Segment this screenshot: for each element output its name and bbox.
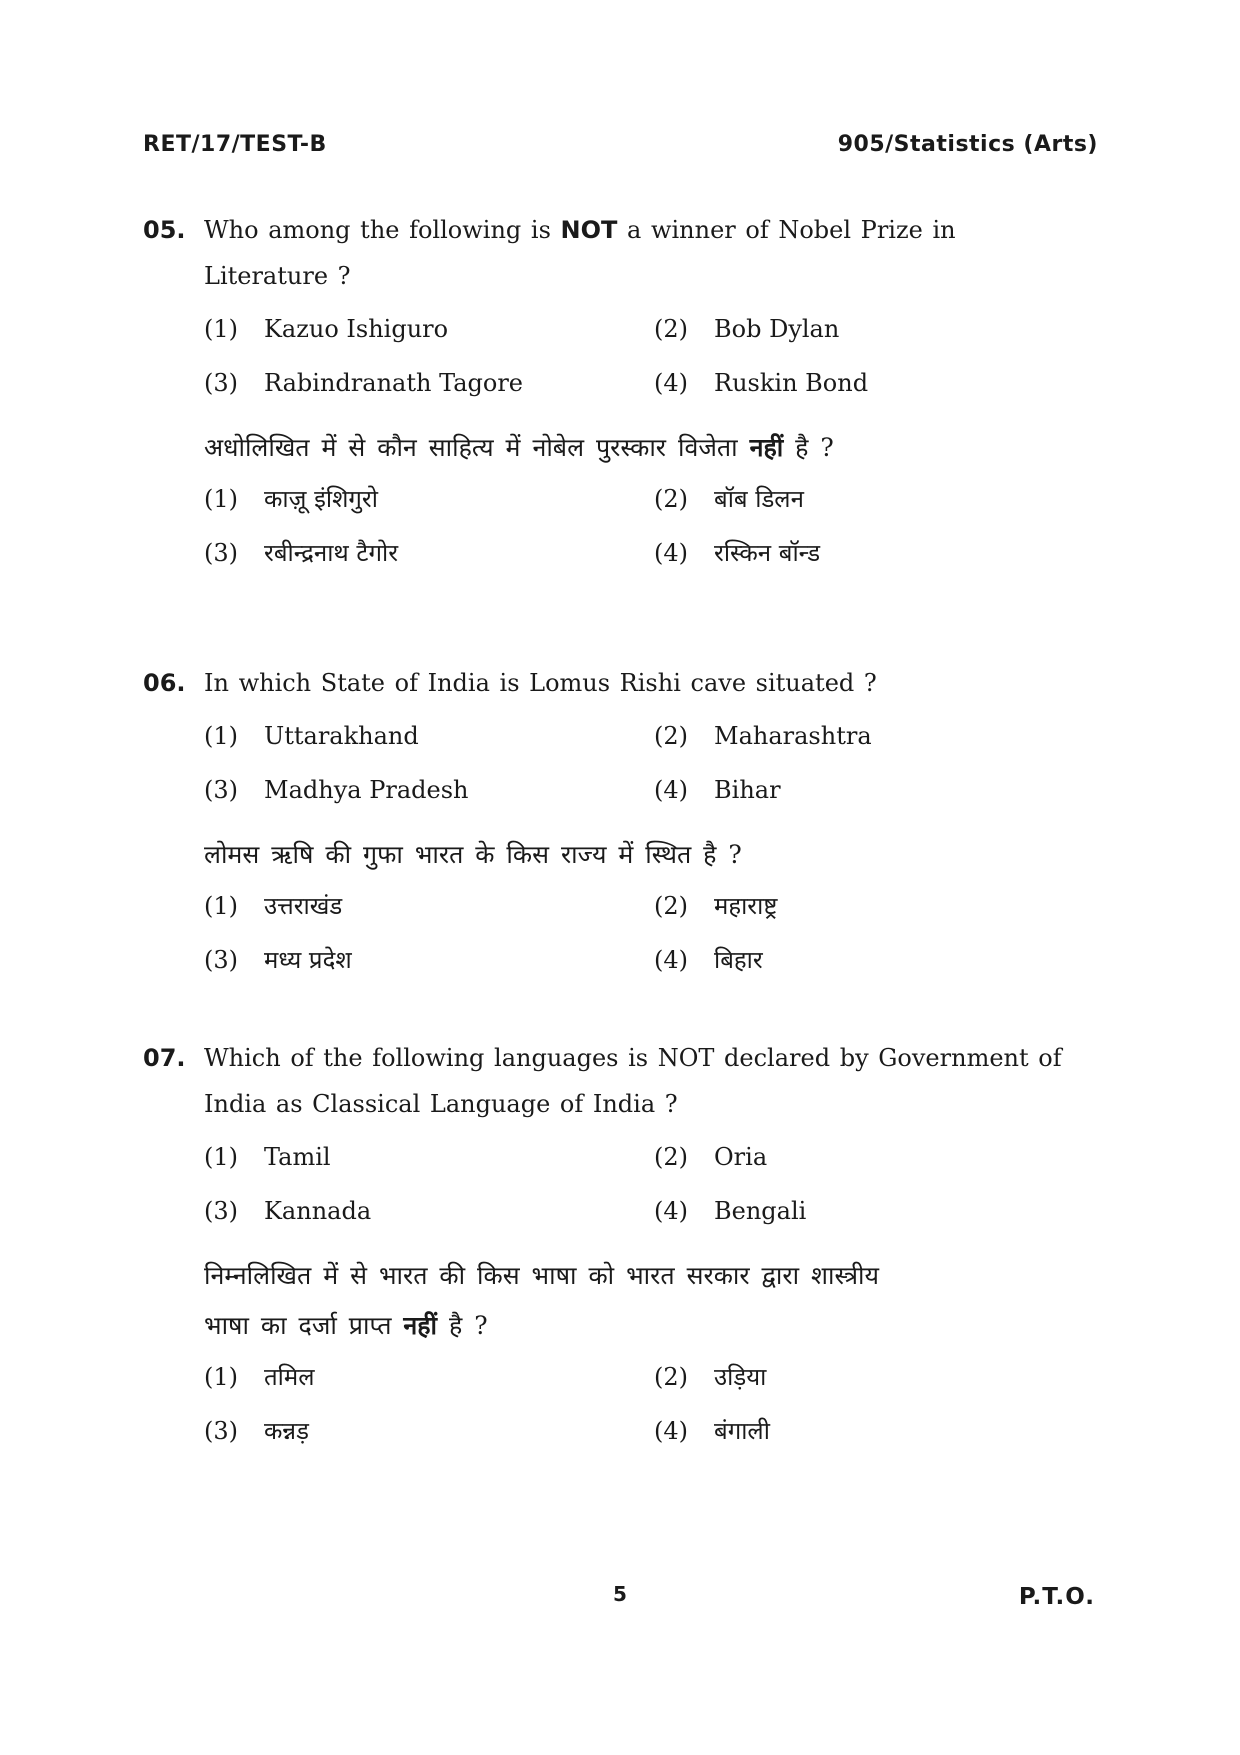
question-05	[143, 207, 1098, 579]
question-text-hi: अधोलिखित में से कौन साहित्य में नोबेल पुरस्कार विजेता नहीं है ?	[204, 433, 834, 462]
page-number: 5	[613, 1582, 627, 1606]
paper-code: RET/17/TEST-B	[143, 132, 327, 157]
please-turn-over: P.T.O.	[1018, 1584, 1095, 1610]
option: (4) बिहार	[654, 946, 763, 974]
option: (4) बंगाली	[654, 1417, 770, 1445]
option: (2) महाराष्ट्र	[654, 892, 778, 920]
option: (2) Maharashtra	[654, 722, 872, 750]
option: (4) रस्किन बॉन्ड	[654, 539, 821, 567]
options-hi	[204, 473, 1098, 579]
question-text-en: In which State of India is Lomus Rishi cave situated ?	[204, 669, 877, 697]
option: (1) तमिल	[204, 1363, 315, 1391]
option: (2) Bob Dylan	[654, 315, 840, 343]
option: (3) Kannada	[204, 1197, 372, 1225]
subject-title: 905/Statistics (Arts)	[837, 132, 1098, 157]
emphasis-not: NOT	[560, 216, 618, 244]
option: (4) Bengali	[654, 1197, 807, 1225]
question-text-en-cont: Literature ?	[204, 262, 351, 290]
option: (2) Oria	[654, 1143, 768, 1171]
question-text-hi: निम्नलिखित में से भारत की किस भाषा को भारत सरकार द्वारा शास्त्रीय	[204, 1261, 880, 1290]
question-07	[143, 1035, 1098, 1457]
option: (1) Tamil	[204, 1143, 331, 1171]
option: (3) मध्य प्रदेश	[204, 946, 352, 974]
options-hi	[204, 1351, 1098, 1457]
option: (2) बॉब डिलन	[654, 485, 804, 513]
question-number: 07.	[143, 1044, 186, 1072]
options-en	[204, 303, 1098, 409]
options-en	[204, 710, 1098, 816]
emphasis-nahin: नहीं	[749, 433, 784, 462]
page-header	[143, 132, 1098, 157]
option: (3) रबीन्द्रनाथ टैगोर	[204, 539, 399, 567]
question-06	[143, 660, 1098, 986]
question-text-hi-cont: भाषा का दर्जा प्राप्त नहीं है ?	[204, 1311, 488, 1340]
emphasis-nahin: नहीं	[403, 1311, 438, 1340]
option: (3) Rabindranath Tagore	[204, 369, 524, 397]
question-text-hi: लोमस ऋषि की गुफा भारत के किस राज्य में स्थित है ?	[204, 840, 742, 869]
option: (1) उत्तराखंड	[204, 892, 343, 920]
option: (1) Uttarakhand	[204, 722, 419, 750]
option: (1) काज़ू इंशिगुरो	[204, 485, 378, 513]
option: (4) Ruskin Bond	[654, 369, 869, 397]
options-hi	[204, 880, 1098, 986]
option: (3) कन्नड़	[204, 1417, 309, 1445]
option: (3) Madhya Pradesh	[204, 776, 469, 804]
option: (4) Bihar	[654, 776, 781, 804]
option: (2) उड़िया	[654, 1363, 767, 1391]
question-text-en: Who among the following is NOT a winner of Nobel Prize in	[204, 216, 956, 244]
question-text-en: Which of the following languages is NOT declared by Government of	[204, 1044, 1062, 1072]
options-en	[204, 1131, 1098, 1237]
question-text-en-cont: India as Classical Language of India ?	[204, 1090, 678, 1118]
question-number: 06.	[143, 669, 186, 697]
question-number: 05.	[143, 216, 186, 244]
option: (1) Kazuo Ishiguro	[204, 315, 449, 343]
